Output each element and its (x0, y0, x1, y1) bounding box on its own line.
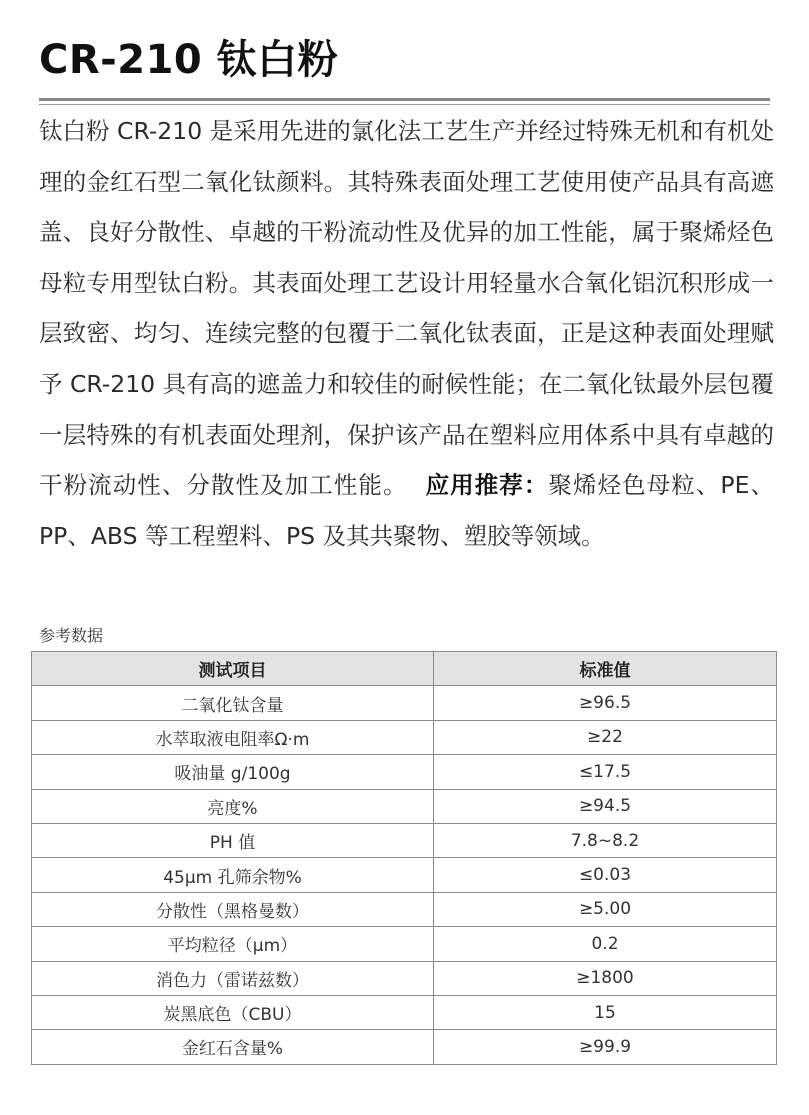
application-text: 聚烯烃色母粒、PE、PP、ABS 等工程塑料、PS 及其共聚物、塑胶等领域。 (39, 471, 775, 550)
test-item-cell: PH 值 (32, 823, 434, 857)
spec-table (31, 651, 777, 1065)
table-row (32, 892, 777, 926)
test-item-cell: 平均粒径（μm） (32, 927, 434, 961)
test-item-cell: 消色力（雷诺兹数） (32, 961, 434, 995)
table-row (32, 961, 777, 995)
test-item-cell: 分散性（黑格曼数） (32, 892, 434, 926)
test-item-cell: 吸油量 g/100g (32, 755, 434, 789)
standard-value-cell: ≥1800 (434, 961, 777, 995)
table-header-row (32, 652, 777, 686)
title-divider (39, 98, 770, 101)
standard-value-cell: ≥5.00 (434, 892, 777, 926)
table-row (32, 927, 777, 961)
standard-value-cell: ≤17.5 (434, 755, 777, 789)
table-row (32, 686, 777, 720)
test-item-cell: 二氧化钛含量 (32, 686, 434, 720)
application-label: 应用推荐： (425, 471, 549, 500)
test-item-cell: 水萃取液电阻率Ω·m (32, 720, 434, 754)
header-standard-value: 标准值 (434, 652, 777, 686)
header-test-item: 测试项目 (32, 652, 434, 686)
test-item-cell: 炭黑底色（CBU） (32, 995, 434, 1029)
table-row (32, 1030, 777, 1064)
test-item-cell: 亮度% (32, 789, 434, 823)
table-row (32, 823, 777, 857)
table-row (32, 789, 777, 823)
standard-value-cell: ≥96.5 (434, 686, 777, 720)
product-description (39, 106, 774, 561)
description-main-text: 钛白粉 CR-210 是采用先进的氯化法工艺生产并经过特殊无机和有机处理的金红石型二氧化钛颜料。其特殊表面处理工艺使用使产品具有高遮盖、良好分散性、卓越的干粉流动性及优异的加工性能，属于聚烯烃色母粒专用型钛白粉。其表面处理工艺设计用轻量水合氧化铝沉积形成一层致密、均匀、连续完整的包覆于二氧化钛表面，正是这种表面处理赋予 CR-210 具有高的遮盖力和较佳的耐候性能；在二氧化钛最外层包覆一层特殊的有机表面处理剂，保护该产品在塑料应用体系中具有卓越的干粉流动性、分散性及加工性能。 (39, 117, 774, 500)
test-item-cell: 金红石含量% (32, 1030, 434, 1064)
table-row (32, 858, 777, 892)
standard-value-cell: ≥99.9 (434, 1030, 777, 1064)
reference-data-heading: 参考数据 (39, 626, 104, 645)
test-item-cell: 45μm 孔筛余物% (32, 858, 434, 892)
table-row (32, 995, 777, 1029)
table-row (32, 755, 777, 789)
standard-value-cell: 15 (434, 995, 777, 1029)
page-title: CR-210 钛白粉 (39, 37, 339, 83)
standard-value-cell: ≥94.5 (434, 789, 777, 823)
title-divider-thin (39, 104, 770, 105)
standard-value-cell: ≤0.03 (434, 858, 777, 892)
standard-value-cell: ≥22 (434, 720, 777, 754)
standard-value-cell: 7.8~8.2 (434, 823, 777, 857)
table-row (32, 720, 777, 754)
standard-value-cell: 0.2 (434, 927, 777, 961)
